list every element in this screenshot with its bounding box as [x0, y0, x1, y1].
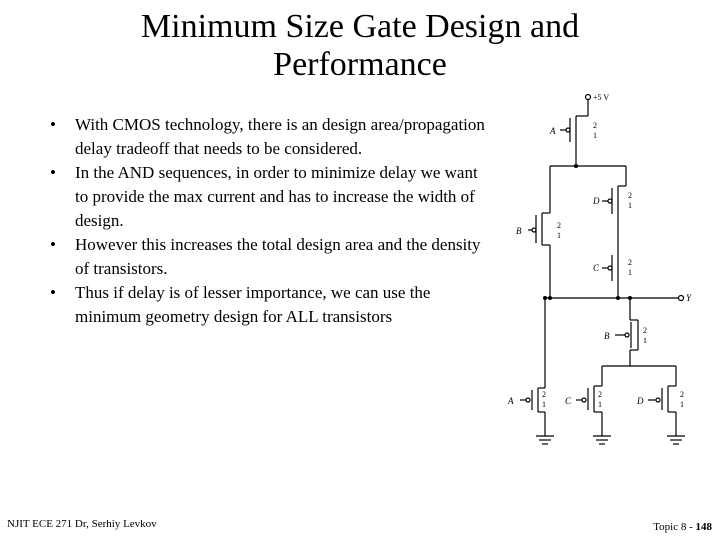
input-label-b: B: [604, 331, 610, 341]
page-number: 148: [695, 521, 712, 533]
size-denominator: 1: [593, 131, 597, 140]
size-denominator: 1: [542, 400, 546, 409]
bullet-item: [50, 281, 490, 329]
size-numerator: 2: [542, 390, 546, 399]
size-denominator: 1: [643, 336, 647, 345]
size-numerator: 2: [557, 221, 561, 230]
bullet-text: With CMOS technology, there is an design area/propagation delay tradeoff that needs to be considered.: [75, 115, 485, 158]
ground-symbol: [667, 436, 685, 444]
supply-label: +5 V: [593, 93, 610, 102]
size-numerator: 2: [628, 258, 632, 267]
input-label-b: B: [516, 226, 522, 236]
bullet-item: [50, 113, 490, 161]
size-denominator: 1: [680, 400, 684, 409]
slide-title: [60, 8, 660, 84]
input-label-c: C: [565, 396, 572, 406]
bullet-item: [50, 233, 490, 281]
input-label-a: A: [550, 126, 556, 136]
size-numerator: 2: [643, 326, 647, 335]
output-label: Y: [686, 293, 692, 303]
size-denominator: 1: [598, 400, 602, 409]
bullet-dot: •: [50, 163, 56, 182]
bullet-text: Thus if delay is of lesser importance, we can use the minimum geometry design for ALL transistors: [75, 283, 431, 326]
input-label-d: D: [637, 396, 644, 406]
footer-topic: Topic 8 -: [653, 521, 696, 533]
size-denominator: 1: [628, 201, 632, 210]
size-numerator: 2: [680, 390, 684, 399]
size-numerator: 2: [598, 390, 602, 399]
size-numerator: 2: [628, 191, 632, 200]
bullet-dot: •: [50, 115, 56, 134]
size-denominator: 1: [628, 268, 632, 277]
bullet-dot: •: [50, 235, 56, 254]
footer-page: [653, 521, 712, 533]
bullet-list: [50, 113, 490, 329]
bullet-text: In the AND sequences, in order to minimize delay we want to provide the max current and has to increase the width of design.: [75, 163, 478, 230]
ground-symbol: [593, 436, 611, 444]
input-label-c: C: [593, 263, 600, 273]
bullet-item: [50, 161, 490, 233]
bullet-text: However this increases the total design area and the density of transistors.: [75, 235, 481, 278]
input-label-a: A: [508, 396, 514, 406]
title-line-1: Minimum Size Gate Design and: [140, 8, 580, 45]
size-denominator: 1: [557, 231, 561, 240]
size-numerator: 2: [593, 121, 597, 130]
input-label-d: D: [593, 196, 600, 206]
title-line-2: Performance: [273, 46, 447, 83]
cmos-circuit-diagram: [490, 88, 720, 458]
bullet-dot: •: [50, 283, 56, 302]
footer-course: NJIT ECE 271 Dr, Serhiy Levkov: [7, 518, 157, 530]
output-terminal: [679, 296, 684, 301]
ground-symbol: [536, 436, 554, 444]
supply-terminal: [586, 95, 591, 100]
